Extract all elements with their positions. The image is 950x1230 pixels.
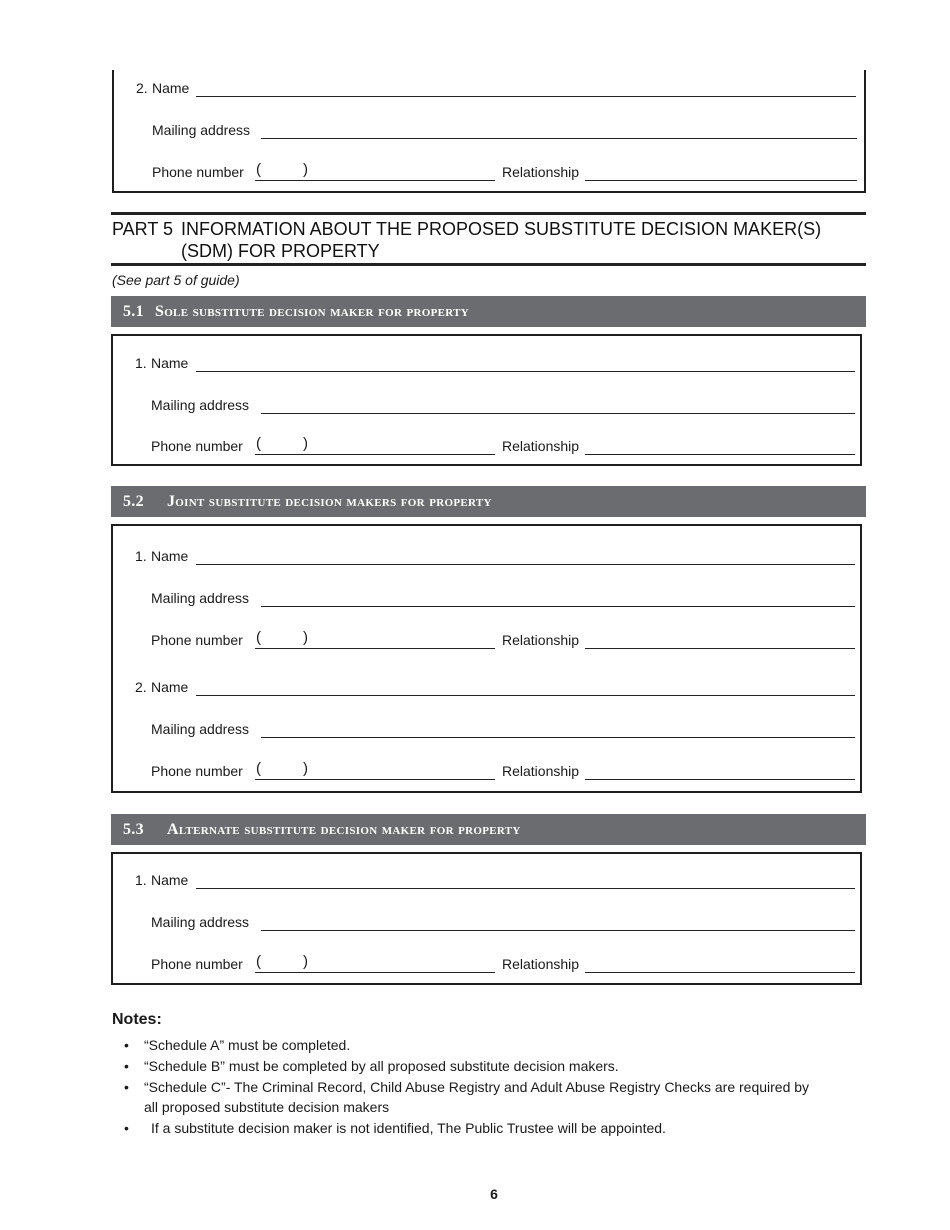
note-item [112,1118,852,1138]
area-code-open: ( [256,629,261,646]
name-field[interactable] [196,371,855,372]
area-code-open: ( [256,760,261,777]
name-label: Name [151,679,189,695]
relationship-label: Relationship [502,632,580,648]
phone-number-label: Phone number [151,956,243,972]
mailing-address-label: Mailing address [151,397,250,413]
name-field[interactable] [196,96,856,97]
see-guide-note: (See part 5 of guide) [112,272,240,288]
entry-number: 2. [136,80,148,96]
relationship-field[interactable] [585,454,855,455]
phone-row [114,159,864,183]
section-number: 5.1 [123,303,144,320]
relationship-label: Relationship [502,763,580,779]
entry-number: 1. [135,872,147,888]
section-5-2-box [111,524,862,793]
name-label: Name [152,80,190,96]
note-item [112,1077,852,1117]
section-5-1-box [111,334,862,466]
phone-number-label: Phone number [151,763,243,779]
notes-title: Notes: [112,1011,162,1028]
phone-row [113,758,860,782]
area-code-close: ) [303,435,308,452]
address-row [114,117,864,141]
name-label: Name [151,355,189,371]
part-bottom-rule [111,263,866,266]
phone-number-field[interactable] [255,779,495,780]
area-code-open: ( [256,435,261,452]
mailing-address-label: Mailing address [151,914,250,930]
mailing-address-field[interactable] [261,737,855,738]
section-number: 5.3 [123,821,144,838]
phone-number-label: Phone number [151,438,243,454]
bullet: • [124,1037,129,1053]
address-row [113,716,860,740]
phone-number-field[interactable] [255,648,495,649]
section-5-3-box [111,852,862,985]
phone-row [113,433,860,457]
name-row [113,867,860,891]
phone-row [113,951,860,975]
part-title: INFORMATION ABOUT THE PROPOSED SUBSTITUTE DECISION MAKER(S) (SDM) FOR PROPERTY [181,219,822,261]
address-row [113,585,860,609]
phone-number-label: Phone number [152,164,244,180]
note-text: “Schedule B” must be completed by all proposed substitute decision makers. [144,1058,619,1074]
note-text: “Schedule A” must be completed. [144,1037,351,1053]
relationship-field[interactable] [585,648,855,649]
part-top-rule [111,212,866,215]
phone-number-label: Phone number [151,632,243,648]
mailing-address-label: Mailing address [151,721,250,737]
name-row [114,75,864,99]
note-text: If a substitute decision maker is not identified, The Public Trustee will be appointed. [151,1120,666,1136]
bullet: • [124,1079,129,1095]
section-title: Sole substitute decision maker for property [155,303,470,320]
mailing-address-field[interactable] [261,413,855,414]
relationship-field[interactable] [585,180,857,181]
relationship-label: Relationship [502,438,580,454]
area-code-open: ( [256,161,261,178]
relationship-field[interactable] [585,972,855,973]
name-row [113,543,860,567]
phone-number-field[interactable] [255,180,495,181]
note-text: “Schedule C”- The Criminal Record, Child Abuse Registry and Adult Abuse Registry Checks are required by all proposed substitute decision makers [144,1079,810,1115]
area-code-close: ) [303,953,308,970]
mailing-address-label: Mailing address [151,590,250,606]
relationship-label: Relationship [502,164,580,180]
phone-number-field[interactable] [255,972,495,973]
note-item [112,1035,852,1055]
name-label: Name [151,548,189,564]
name-field[interactable] [196,564,855,565]
area-code-open: ( [256,953,261,970]
area-code-close: ) [303,629,308,646]
area-code-close: ) [303,161,308,178]
section-number: 5.2 [123,493,144,510]
section-title: Alternate substitute decision maker for property [167,821,521,838]
section-title: Joint substitute decision makers for property [167,493,492,510]
relationship-field[interactable] [585,779,855,780]
section-5-1-header [111,296,866,327]
bullet: • [124,1058,129,1074]
note-item [112,1056,852,1076]
mailing-address-field[interactable] [261,606,855,607]
mailing-address-label: Mailing address [152,122,251,138]
entry-number: 1. [135,548,147,564]
entry-number: 2. [135,679,147,695]
phone-number-field[interactable] [255,454,495,455]
page-number: 6 [490,1186,498,1202]
name-label: Name [151,872,189,888]
notes-list [112,1035,852,1139]
part-label: PART 5 [112,219,174,239]
section-5-3-header [111,814,866,845]
address-row [113,909,860,933]
section-5-2-header [111,486,866,517]
address-row [113,392,860,416]
previous-entry-box [112,70,866,193]
mailing-address-field[interactable] [261,138,857,139]
name-field[interactable] [196,695,855,696]
mailing-address-field[interactable] [261,930,855,931]
phone-row [113,627,860,651]
area-code-close: ) [303,760,308,777]
entry-number: 1. [135,355,147,371]
name-row [113,350,860,374]
relationship-label: Relationship [502,956,580,972]
name-row [113,674,860,698]
bullet: • [124,1120,129,1136]
name-field[interactable] [196,888,855,889]
